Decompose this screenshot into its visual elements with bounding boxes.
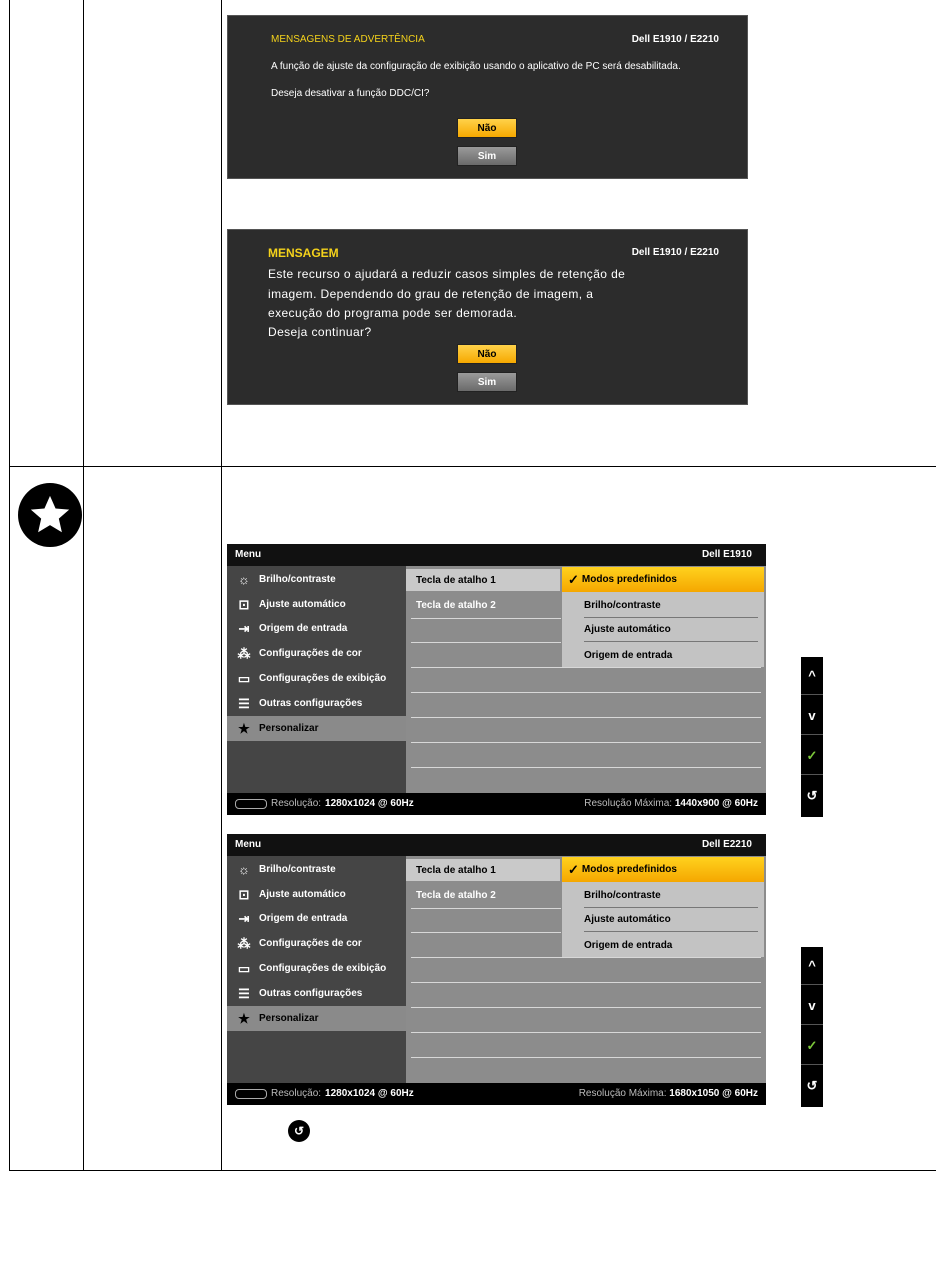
star-icon: ★ (238, 1010, 250, 1026)
down-button[interactable]: v (801, 987, 823, 1025)
submenu-item-brightness[interactable]: Brilho/contraste (584, 594, 758, 618)
submenu-item-auto-adjust[interactable]: Ajuste automático (584, 618, 758, 642)
menu-item-label: Configurações de cor (259, 648, 362, 659)
osd-model: Dell E1910 (701, 549, 752, 560)
table-divider-2 (221, 0, 222, 1171)
submenu-item-preset-modes[interactable] (562, 857, 764, 882)
menu-item-auto-adjust[interactable] (227, 592, 406, 617)
hotkey-2-item[interactable]: Tecla de atalho 2 (406, 594, 560, 616)
menu-item-display-settings[interactable] (227, 956, 406, 981)
content-row-divider (411, 932, 561, 933)
menu-item-brightness[interactable] (227, 857, 406, 882)
osd-header (227, 544, 766, 566)
message-dialog (227, 229, 748, 405)
submenu-item-input-source[interactable]: Origem de entrada (584, 649, 673, 661)
back-arrow-icon: ↺ (288, 1120, 310, 1142)
resolution-value: 1280x1024 @ 60Hz (325, 798, 414, 809)
table-border-left (9, 0, 10, 1171)
menu-item-brightness[interactable] (227, 567, 406, 592)
hotkey-1-item[interactable]: Tecla de atalho 1 (406, 569, 560, 591)
menu-item-label: Outras configurações (259, 698, 363, 709)
table-divider-1 (83, 0, 84, 1171)
back-button[interactable]: ↺ (806, 1078, 818, 1093)
dialog-model: Dell E1910 / E2210 (631, 247, 719, 258)
submenu-label: Modos predefinidos (581, 574, 677, 585)
input-source-icon: ⇥ (238, 620, 250, 636)
menu-item-label: Ajuste automático (259, 599, 346, 610)
up-button[interactable]: ^ (801, 657, 823, 695)
max-resolution-label: Resolução Máxima: (584, 798, 673, 809)
monitor-button-strip (801, 657, 823, 817)
warning-dialog (227, 15, 748, 179)
content-row-divider (411, 717, 761, 718)
hotkey-2-item[interactable]: Tecla de atalho 2 (406, 884, 560, 906)
menu-item-color-settings[interactable] (227, 931, 406, 956)
max-resolution-label: Resolução Máxima: (578, 1088, 667, 1099)
menu-item-label: Origem de entrada (259, 623, 348, 634)
table-row-divider (9, 466, 936, 467)
table-border-bottom (9, 1170, 936, 1171)
content-row-divider (411, 982, 761, 983)
menu-item-label: Brilho/contraste (259, 864, 336, 875)
ok-button[interactable]: ✓ (801, 737, 823, 775)
content-row-divider (411, 618, 561, 619)
osd-model: Dell E2210 (701, 839, 752, 850)
max-resolution-value: 1440x900 @ 60Hz (674, 798, 758, 809)
menu-item-label: Personalizar (259, 723, 319, 734)
content-row-divider (411, 1007, 761, 1008)
up-button[interactable]: ^ (801, 947, 823, 985)
dialog-text-line: A função de ajuste da configuração de exibição usando o aplicativo de PC será desabilitada. (271, 61, 681, 72)
dialog-title: MENSAGEM (268, 246, 339, 260)
menu-item-other-settings[interactable] (227, 981, 406, 1006)
content-row-divider (411, 692, 761, 693)
dialog-text-line: execução do programa pode ser demorada. (268, 306, 518, 320)
down-button[interactable]: v (801, 697, 823, 735)
menu-item-label: Configurações de exibição (259, 963, 387, 974)
menu-item-other-settings[interactable] (227, 691, 406, 716)
menu-item-label: Configurações de cor (259, 938, 362, 949)
yes-button[interactable]: Sim (457, 146, 517, 166)
yes-button[interactable]: Sim (457, 372, 517, 392)
other-settings-icon: ☰ (238, 985, 250, 1001)
check-icon: ✓ (568, 571, 579, 587)
max-resolution-value: 1680x1050 @ 60Hz (669, 1088, 758, 1099)
content-row-divider (411, 1032, 761, 1033)
menu-item-input-source[interactable] (227, 906, 406, 931)
dialog-text-line: Deseja desativar a função DDC/CI? (271, 88, 430, 99)
dialog-model: Dell E1910 / E2210 (631, 34, 719, 45)
no-button[interactable]: Não (457, 118, 517, 138)
menu-item-label: Configurações de exibição (259, 673, 387, 684)
check-icon: ✓ (568, 861, 579, 877)
resolution-readout (235, 798, 414, 809)
auto-adjust-icon: ⊡ (238, 886, 250, 902)
menu-item-personalize[interactable] (227, 716, 406, 741)
submenu-item-brightness[interactable]: Brilho/contraste (584, 884, 758, 908)
submenu-item-input-source[interactable]: Origem de entrada (584, 939, 673, 951)
osd-title: Menu (235, 839, 262, 850)
star-icon: ★ (238, 720, 250, 736)
content-row-divider (411, 767, 761, 768)
brightness-icon: ☼ (238, 862, 250, 877)
resolution-readout (235, 1088, 414, 1099)
max-resolution-readout (584, 798, 758, 809)
other-settings-icon: ☰ (238, 695, 250, 711)
content-row-divider (411, 1057, 761, 1058)
menu-item-input-source[interactable] (227, 616, 406, 641)
menu-item-label: Brilho/contraste (259, 574, 336, 585)
dialog-text-line: Este recurso o ajudará a reduzir casos simples de retenção de (268, 267, 626, 281)
submenu-label: Modos predefinidos (581, 864, 677, 875)
osd-header (227, 834, 766, 856)
resolution-value: 1280x1024 @ 60Hz (325, 1088, 414, 1099)
menu-item-color-settings[interactable] (227, 641, 406, 666)
star-icon (18, 483, 82, 547)
menu-item-label: Origem de entrada (259, 913, 348, 924)
content-row-divider (411, 908, 561, 909)
input-source-icon: ⇥ (238, 910, 250, 926)
submenu-item-auto-adjust[interactable]: Ajuste automático (584, 908, 758, 932)
content-row-divider (411, 957, 761, 958)
menu-item-auto-adjust[interactable] (227, 882, 406, 907)
ok-button[interactable]: ✓ (801, 1027, 823, 1065)
content-row-divider (411, 667, 761, 668)
menu-item-label: Personalizar (259, 1013, 319, 1024)
osd-menu-e2210 (227, 834, 766, 1105)
menu-item-display-settings[interactable] (227, 666, 406, 691)
menu-item-personalize[interactable] (227, 1006, 406, 1031)
menu-item-label: Outras configurações (259, 988, 363, 999)
dialog-text-line: Deseja continuar? (268, 325, 372, 339)
auto-adjust-icon: ⊡ (238, 596, 250, 612)
no-button[interactable]: Não (457, 344, 517, 364)
display-settings-icon: ▭ (237, 960, 251, 976)
osd-footer (227, 793, 766, 815)
vga-connector-icon (235, 1089, 267, 1099)
osd-title: Menu (235, 549, 262, 560)
content-row-divider (411, 642, 561, 643)
resolution-label: Resolução: (271, 1088, 322, 1099)
monitor-button-strip (801, 947, 823, 1107)
submenu-item-preset-modes[interactable] (562, 567, 764, 592)
dialog-title: MENSAGENS DE ADVERTÊNCIA (271, 34, 425, 45)
brightness-icon: ☼ (238, 572, 250, 587)
osd-footer (227, 1083, 766, 1105)
color-settings-icon: ⁂ (237, 935, 251, 951)
vga-connector-icon (235, 799, 267, 809)
dialog-text-line: imagem. Dependendo do grau de retenção de imagem, a (268, 287, 594, 301)
back-button[interactable]: ↺ (806, 788, 818, 803)
display-settings-icon: ▭ (237, 670, 251, 686)
content-row-divider (411, 742, 761, 743)
hotkey-1-item[interactable]: Tecla de atalho 1 (406, 859, 560, 881)
osd-menu-e1910 (227, 544, 766, 815)
menu-item-label: Ajuste automático (259, 889, 346, 900)
max-resolution-readout (579, 1088, 758, 1099)
color-settings-icon: ⁂ (237, 645, 251, 661)
resolution-label: Resolução: (271, 798, 322, 809)
